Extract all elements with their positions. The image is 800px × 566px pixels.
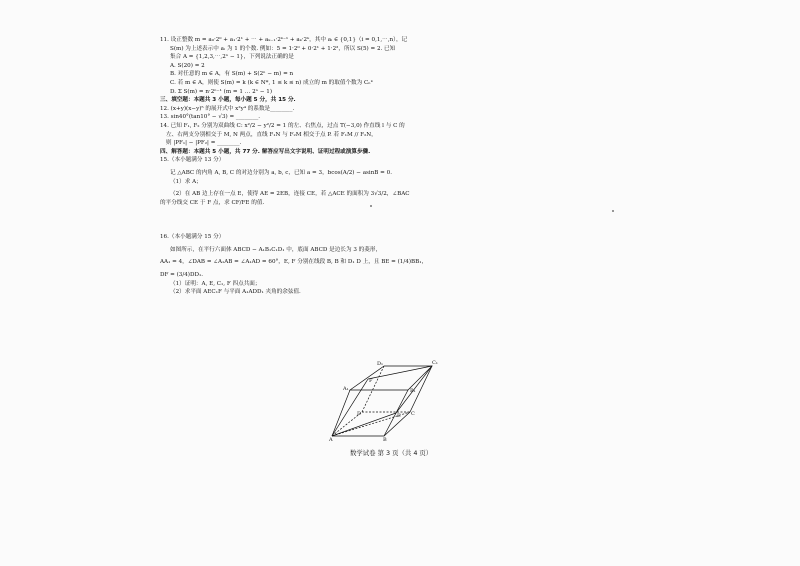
- label-b: B: [383, 437, 387, 443]
- label-d1: D₁: [377, 361, 384, 367]
- label-a1: A₁: [343, 386, 349, 392]
- q15-title: 15.（本小题满分 13 分）: [160, 157, 225, 164]
- section-answer-heading: 四、解答题：本题共 5 小题，共 77 分. 解答应写出文字说明、证明过程或演算步骤.: [160, 148, 371, 155]
- q15-part-2-line-2: 的平分线交 CE 于 F 点，求 CF/FE 的值.: [160, 199, 265, 206]
- label-c: C: [411, 411, 415, 417]
- q16-stem-line-1: 如图所示，在平行六面体 ABCD − A₁B₁C₁D₁ 中，底面 ABCD 是边长为 3 的菱形，: [170, 246, 382, 253]
- scan-speck: [370, 205, 372, 207]
- line-a-f: [332, 379, 368, 436]
- q11-line-2: S(m) 为上述表示中 aᵢ 为 1 的个数. 例如：5 = 1·2⁰ + 0·2¹ + 1·2²，所以 S(5) = 2. 已知: [170, 45, 396, 52]
- q14-line-2: 左、右两支分别相交于 M, N 两点，直线 F₁N 与 F₂M 相交于点 P. 若 F₁M // F₂N，: [166, 131, 377, 138]
- label-b1: B₁: [410, 388, 416, 394]
- section-fill-in-heading: 三、填空题：本题共 3 小题，每小题 5 分，共 15 分.: [160, 97, 296, 104]
- q11-option-a: A. S(20) = 2: [170, 62, 205, 69]
- q15-part-1: （1）求 A；: [170, 178, 202, 185]
- q13: 13. sin40°(tan10° − √3) = ________.: [160, 114, 261, 121]
- label-a: A: [329, 437, 333, 443]
- q15-stem: 记 △ABC 的内角 A, B, C 的对边分别为 a, b, c，已知 a = 3，bcos(A/2) − asinB = 0.: [170, 169, 392, 176]
- q11-option-c: C. 若 m ∈ A，则使 S(m) = k (k ∈ N*, 1 ≤ k ≤ n) 成立的 m 的取值个数为 Cₙᵏ: [170, 79, 373, 86]
- q16-part-1: （1）证明：A, E, C₁, F 四点共面；: [170, 280, 261, 287]
- page-footer: 数学试卷 第 3 页（共 4 页）: [350, 449, 433, 457]
- exam-content: [160, 36, 620, 297]
- q11-line-3: 集合 A = {1,2,3,⋯,2ⁿ − 1}，下列说法正确的是: [170, 54, 294, 61]
- q11-option-b: B. 对任意的 m ∈ A，有 S(m) + S(2ⁿ − m) = n: [170, 71, 294, 78]
- q14-line-3: 则 |PF₁| − |PF₂| = ________.: [166, 140, 242, 147]
- q14-line-1: 14. 已知 F₁, F₂ 分别为双曲线 C: x²/2 − y²/2 = 1 的左、右焦点，过点 T(−3,0) 作直线 l 与 C 的: [160, 122, 405, 129]
- line-a-e: [332, 413, 396, 436]
- hidden-edge-d-d1: [362, 366, 384, 412]
- q16-stem-line-2: AA₁ = 4，∠DAB = ∠A₁AB = ∠A₁AD = 60°，E, F 分别在线段 B, B 和 D₁ D 上，且 BE = (1/4)BB₁，: [160, 259, 428, 266]
- q12: 12. (x+y)(x−y)⁵ 的展开式中 x²y⁴ 的系数是________.: [160, 105, 295, 112]
- q16-part-2: （2）求平面 AEC₁F 与平面 A₁ADD₁ 夹角的余弦值.: [170, 289, 301, 296]
- q11-line-1: 11. 设正整数 m = a₀·2⁰ + a₁·2¹ + ⋯ + aₖ₋₁·2ᵏ⁻¹ + aₖ·2ᵏ，其中 aᵢ ∈ {0,1}（i = 0,1,⋯,n），记: [160, 37, 408, 43]
- line-f-c1: [368, 366, 432, 379]
- q16-title: 16.（本小题满分 15 分）: [160, 234, 225, 241]
- q11-option-d: D. Σ S(m) = n·2ⁿ⁻¹ (m = 1 … 2ⁿ − 1): [170, 88, 273, 95]
- label-f: F: [369, 378, 373, 384]
- parallelepiped-figure: [330, 360, 440, 442]
- scan-speck: [612, 210, 614, 212]
- label-c1: C₁: [432, 360, 438, 366]
- label-e: E: [397, 413, 401, 419]
- q15-part-2-line-1: （2）在 AB 边上存在一点 E，使得 AE = 2EB，连接 CE，若 △ACE 的面积为 3√3/2，∠BAC: [170, 191, 410, 198]
- top-face-edges: [350, 366, 432, 390]
- q16-stem-line-3: DF = (3/4)DD₁.: [160, 272, 203, 279]
- label-d: D: [357, 411, 362, 417]
